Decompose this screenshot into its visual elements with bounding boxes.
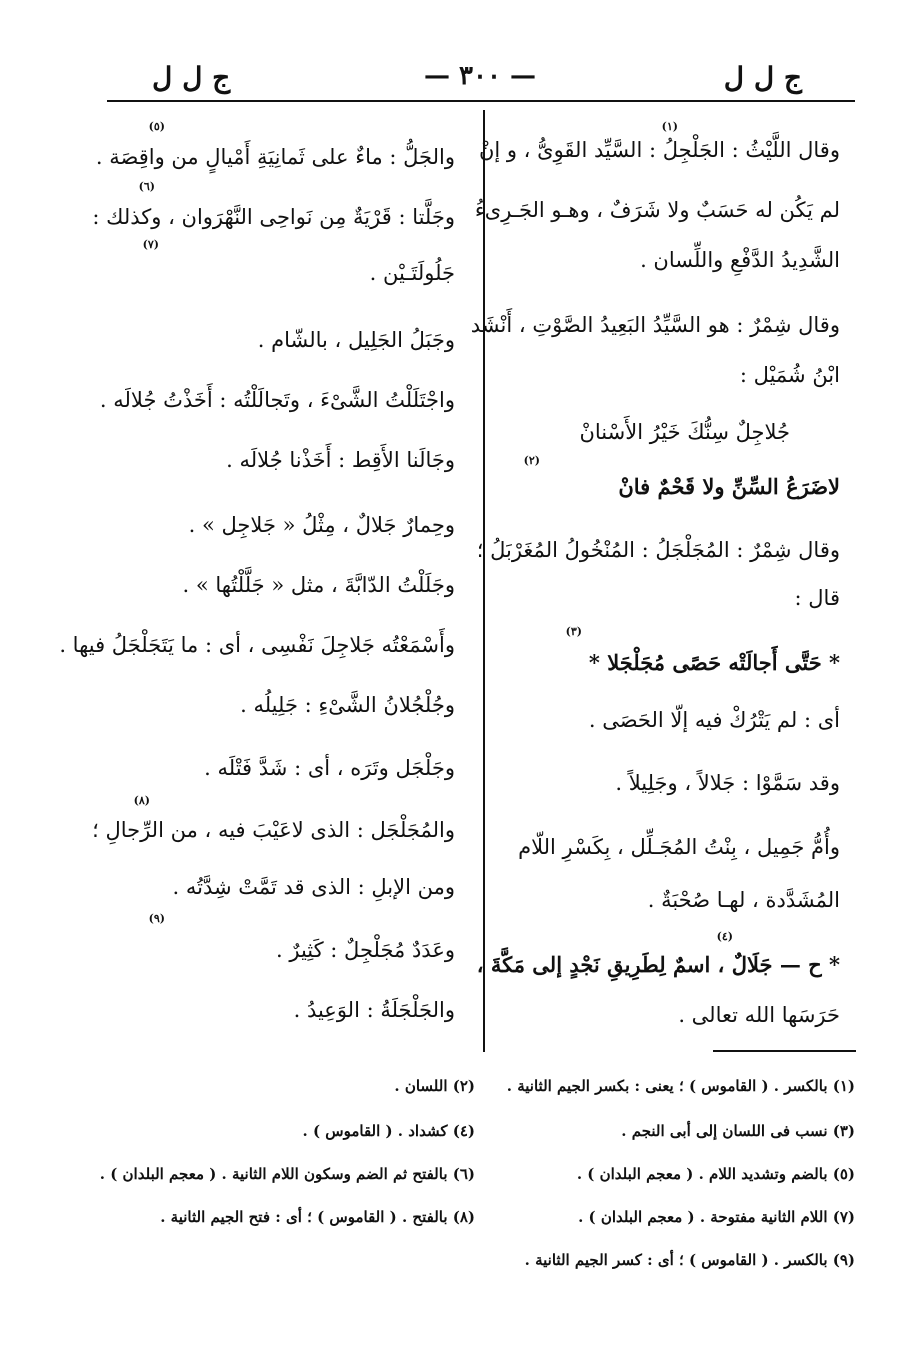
page-header bbox=[100, 55, 860, 95]
text-line: وحِمارٌ جَلالٌ ، مِثْلُ « جَلاجِل » . bbox=[188, 513, 455, 537]
footnote-mark: (٩) bbox=[148, 912, 165, 925]
header-root-right: ج ل ل bbox=[723, 61, 802, 94]
text-line: والجَلُّ : ماءٌ على ثَمانِيَةِ أَمْيالٍ من واقِصَة . bbox=[95, 145, 455, 169]
page-number: — ٣٠٠ — bbox=[423, 61, 537, 91]
text-line: واجْتَلَلْتُ الشَّىْءَ ، وتَجالَلْتُه : أَخَذْتُ جُلالَه . bbox=[99, 388, 455, 412]
text-line: ابْنُ شُمَيْل : bbox=[739, 363, 840, 387]
text-line: والجَلْجَلَةُ : الوَعِيدُ . bbox=[293, 998, 455, 1022]
footnote: (٤) كشداد . ( القاموس ) . bbox=[302, 1122, 475, 1140]
footnote: (٩) بالكسر . ( القاموس ) ؛ أى : كسر الجيم الثانية . bbox=[524, 1251, 855, 1269]
header-rule bbox=[107, 100, 855, 102]
text-line: وقال اللَّيْثُ : الجَلْجِلُ : السَّيِّد القَوِىُّ ، و إنْ bbox=[478, 138, 840, 162]
footnote-mark: (٨) bbox=[133, 794, 150, 807]
footnote: (١) بالكسر . ( القاموس ) ؛ يعنى : بكسر الجيم الثانية . bbox=[506, 1077, 855, 1095]
footnote-mark: (٥) bbox=[148, 120, 165, 133]
text-line: وعَدَدٌ مُجَلْجِلٌ : كَثِيرٌ . bbox=[276, 938, 455, 962]
poem-line: جُلاجِلٌ سِنُّكَ خَيْرُ الأَسْنانْ bbox=[579, 420, 790, 444]
poem-line: لاضَرَعُ السِّنِّ ولا قَحْمٌ فانْ bbox=[618, 474, 840, 499]
text-line: وجَالَنا الأَقِط : أَخَذْنا جُلالَه . bbox=[226, 448, 455, 472]
text-line: قال : bbox=[794, 586, 840, 610]
text-line: لم يَكُن له حَسَبٌ ولا شَرَفٌ ، وهـو الجَـرِىءُ bbox=[474, 198, 840, 222]
poem-line: * حَتَّى أَجالَتْه حَصًى مُجَلْجَلا * bbox=[588, 650, 840, 675]
text-line: وجَبَلُ الجَلِيل ، بالشّام . bbox=[257, 328, 455, 352]
text-line: وجَلْجَل وتَرَه ، أى : شَدَّ فَتْلَه . bbox=[204, 756, 455, 780]
column-divider bbox=[483, 110, 485, 1052]
text-line: الشَّدِيدُ الدَّفْعِ واللِّسان . bbox=[640, 248, 840, 272]
footnote-mark: (٤) bbox=[716, 930, 733, 943]
footnote: (٦) بالفتح ثم الضم وسكون اللام الثانية . ( معجم البلدان ) . bbox=[99, 1165, 475, 1183]
text-line: وأَسْمَعْتُه جَلاجِلَ نَفْسِى ، أى : ما يَتَجَلْجَلُ فيها . bbox=[59, 633, 455, 657]
text-line: وجَلَلْتُ الدّابَّةَ ، مثل « جَلَّلْتُها » . bbox=[182, 573, 455, 597]
text-line: * ح — جَلَالٌ ، اسمٌ لِطَرِيقِ نَجْدٍ إلى مَكَّةَ ، bbox=[476, 952, 840, 977]
text-line: ومن الإبلِ : الذى قد تَمَّتْ شِدَّتُه . bbox=[172, 875, 455, 899]
footnote: (٣) نسب فى اللسان إلى أبى النجم . bbox=[621, 1122, 855, 1140]
footnote-mark: (٦) bbox=[138, 180, 155, 193]
footnote-mark: (٢) bbox=[523, 454, 540, 467]
text-line: وجَلَّتا : قَرْيَةٌ مِن نَواحِى النَّهْرَوان ، وكذلك : bbox=[92, 205, 455, 229]
header-root-left: ج ل ل bbox=[152, 61, 231, 94]
footnote-rule bbox=[713, 1050, 856, 1052]
text-line: والمُجَلْجَل : الذى لاعَيْبَ فيه ، من الرِّجالِ ؛ bbox=[92, 818, 455, 842]
text-line: وقال شِمْرٌ : هو السَّيِّدُ البَعِيدُ الصَّوْتِ ، أَنْشَد bbox=[470, 313, 840, 337]
footnote: (٧) اللام الثانية مفتوحة . ( معجم البلدان ) . bbox=[578, 1208, 855, 1226]
footnote: (٢) اللسان . bbox=[394, 1077, 475, 1095]
footnote-mark: (١) bbox=[661, 120, 678, 133]
text-line: حَرَسَها الله تعالى . bbox=[678, 1003, 840, 1027]
text-line: جَلُولَتَـيْن . bbox=[369, 261, 455, 285]
text-line: المُشَدَّدة ، لهـا صُحْبَةٌ . bbox=[647, 888, 840, 912]
footnote: (٥) بالضم وتشديد اللام . ( معجم البلدان ) . bbox=[576, 1165, 855, 1183]
text-line: وأُمُّ جَمِيل ، بِنْتُ المُجَـلِّل ، بِكَسْرِ اللّام bbox=[518, 835, 840, 859]
text-line: أى : لم يَتْرُكْ فيه إلّا الحَصَى . bbox=[588, 708, 840, 732]
footnote-mark: (٧) bbox=[142, 238, 159, 251]
footnote: (٨) بالفتح . ( القاموس ) ؛ أى : فتح الجيم الثانية . bbox=[160, 1208, 475, 1226]
text-line: وقال شِمْرٌ : المُجَلْجَلُ : المُنْخُولُ المُغَرْبَلُ ؛ bbox=[476, 538, 840, 562]
text-line: وقد سَمَّوْا : جَلالاً ، وجَلِيلاً . bbox=[615, 771, 840, 795]
footnote-mark: (٣) bbox=[565, 625, 582, 638]
text-line: وجُلْجُلانُ الشَّىْءِ : جَلِيلُه . bbox=[240, 693, 455, 717]
